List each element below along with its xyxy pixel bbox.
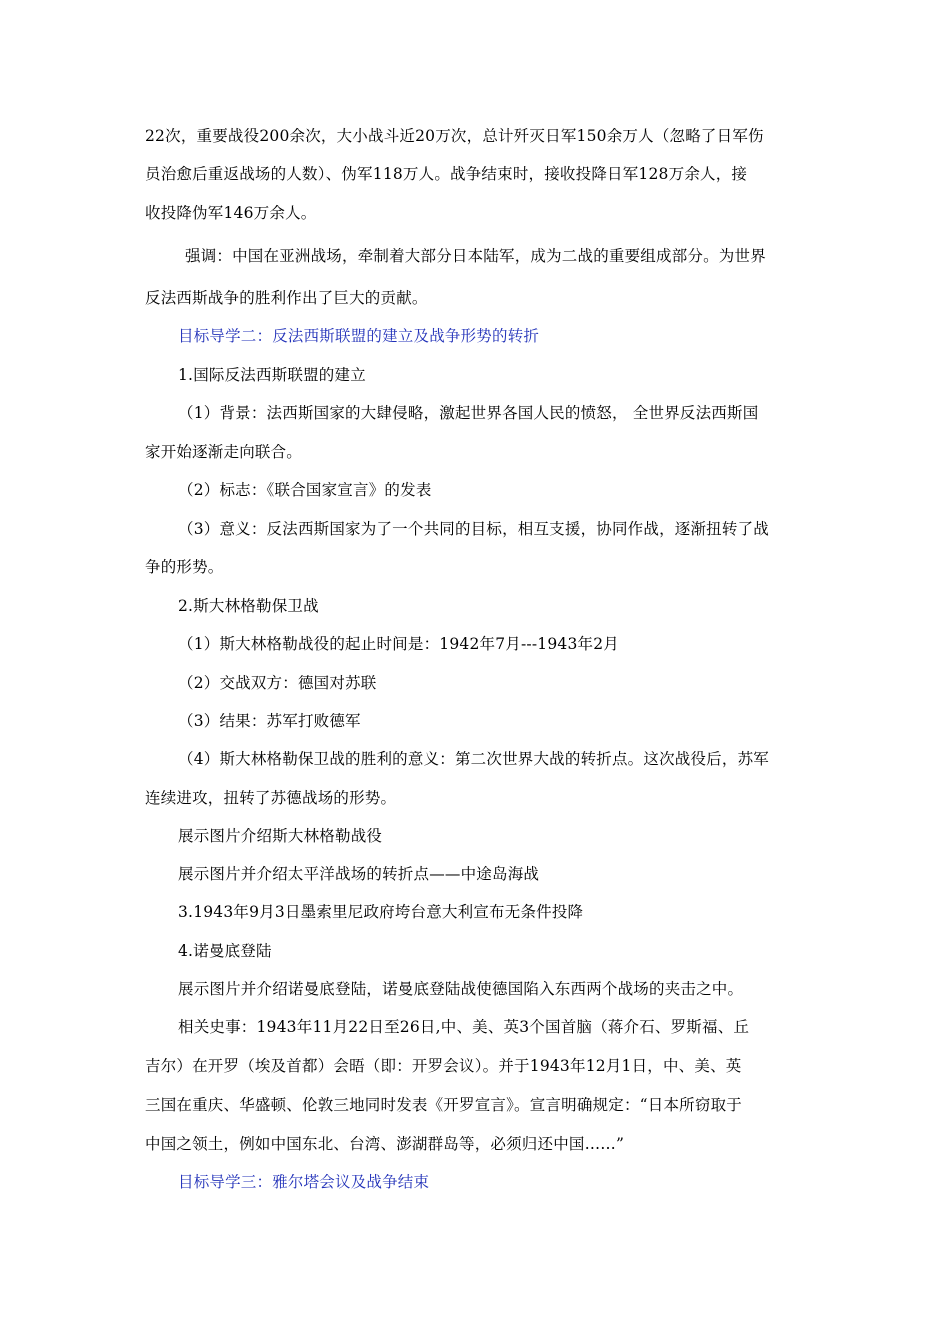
paragraph-line: 争的形势。 <box>145 558 224 576</box>
section-heading-3: 目标导学三：雅尔塔会议及战争结束 <box>178 1173 430 1191</box>
paragraph-line: 员治愈后重返战场的人数）、伪军118万人。战争结束时，接收投降日军128万余人，接 <box>145 165 748 183</box>
paragraph-line: 收投降伪军146万余人。 <box>145 204 317 222</box>
paragraph-line: 展示图片并介绍太平洋战场的转折点——中途岛海战 <box>178 865 540 883</box>
subheading: 1.国际反法西斯联盟的建立 <box>178 366 366 384</box>
paragraph-line: 吉尔）在开罗（埃及首都）会晤（即：开罗会议）。并于1943年12月1日，中、美、英 <box>145 1057 742 1075</box>
paragraph-line: （3）结果：苏军打败德军 <box>178 712 361 730</box>
paragraph-line: 相关史事：1943年11月22日至26日,中、美、英3个国首脑（蒋介石、罗斯福、丘 <box>178 1018 750 1036</box>
subheading: 2.斯大林格勒保卫战 <box>178 597 319 615</box>
section-heading-2: 目标导学二：反法西斯联盟的建立及战争形势的转折 <box>178 327 540 345</box>
paragraph-line: （1）斯大林格勒战役的起止时间是：1942年7月---1943年2月 <box>178 635 619 653</box>
paragraph-line: （2）标志：《联合国家宣言》的发表 <box>178 481 432 499</box>
paragraph-line: （2）交战双方：德国对苏联 <box>178 674 377 692</box>
paragraph-line: 家开始逐渐走向联合。 <box>145 443 303 461</box>
paragraph-line: 3.1943年9月3日墨索里尼政府垮台意大利宣布无条件投降 <box>178 903 584 921</box>
paragraph-line: 三国在重庆、华盛顿、伦敦三地同时发表《开罗宣言》。宣言明确规定：“日本所窃取于 <box>145 1096 742 1114</box>
emphasis-paragraph: 强调：中国在亚洲战场，牵制着大部分日本陆军，成为二战的重要组成部分。为世界 <box>185 247 766 265</box>
paragraph-line: 中国之领土，例如中国东北、台湾、澎湖群岛等，必须归还中国……” <box>145 1135 625 1153</box>
paragraph-line: 22次，重要战役200余次，大小战斗近20万次，总计歼灭日军150余万人（忽略了日军伤 <box>145 127 764 145</box>
paragraph-line: 展示图片介绍斯大林格勒战役 <box>178 827 383 845</box>
subheading: 4.诺曼底登陆 <box>178 942 272 960</box>
paragraph-line: （3）意义：反法西斯国家为了一个共同的目标，相互支援，协同作战，逐渐扭转了战 <box>178 520 769 538</box>
paragraph-line: 连续进攻，扭转了苏德战场的形势。 <box>145 789 397 807</box>
paragraph-line: （1）背景：法西斯国家的大肆侵略，激起世界各国人民的愤怒， 全世界反法西斯国 <box>178 404 759 422</box>
paragraph-line: 展示图片并介绍诺曼底登陆，诺曼底登陆战使德国陷入东西两个战场的夹击之中。 <box>178 980 744 998</box>
paragraph-line: 反法西斯战争的胜利作出了巨大的贡献。 <box>145 289 428 307</box>
paragraph-line: （4）斯大林格勒保卫战的胜利的意义：第二次世界大战的转折点。这次战役后，苏军 <box>178 750 769 768</box>
